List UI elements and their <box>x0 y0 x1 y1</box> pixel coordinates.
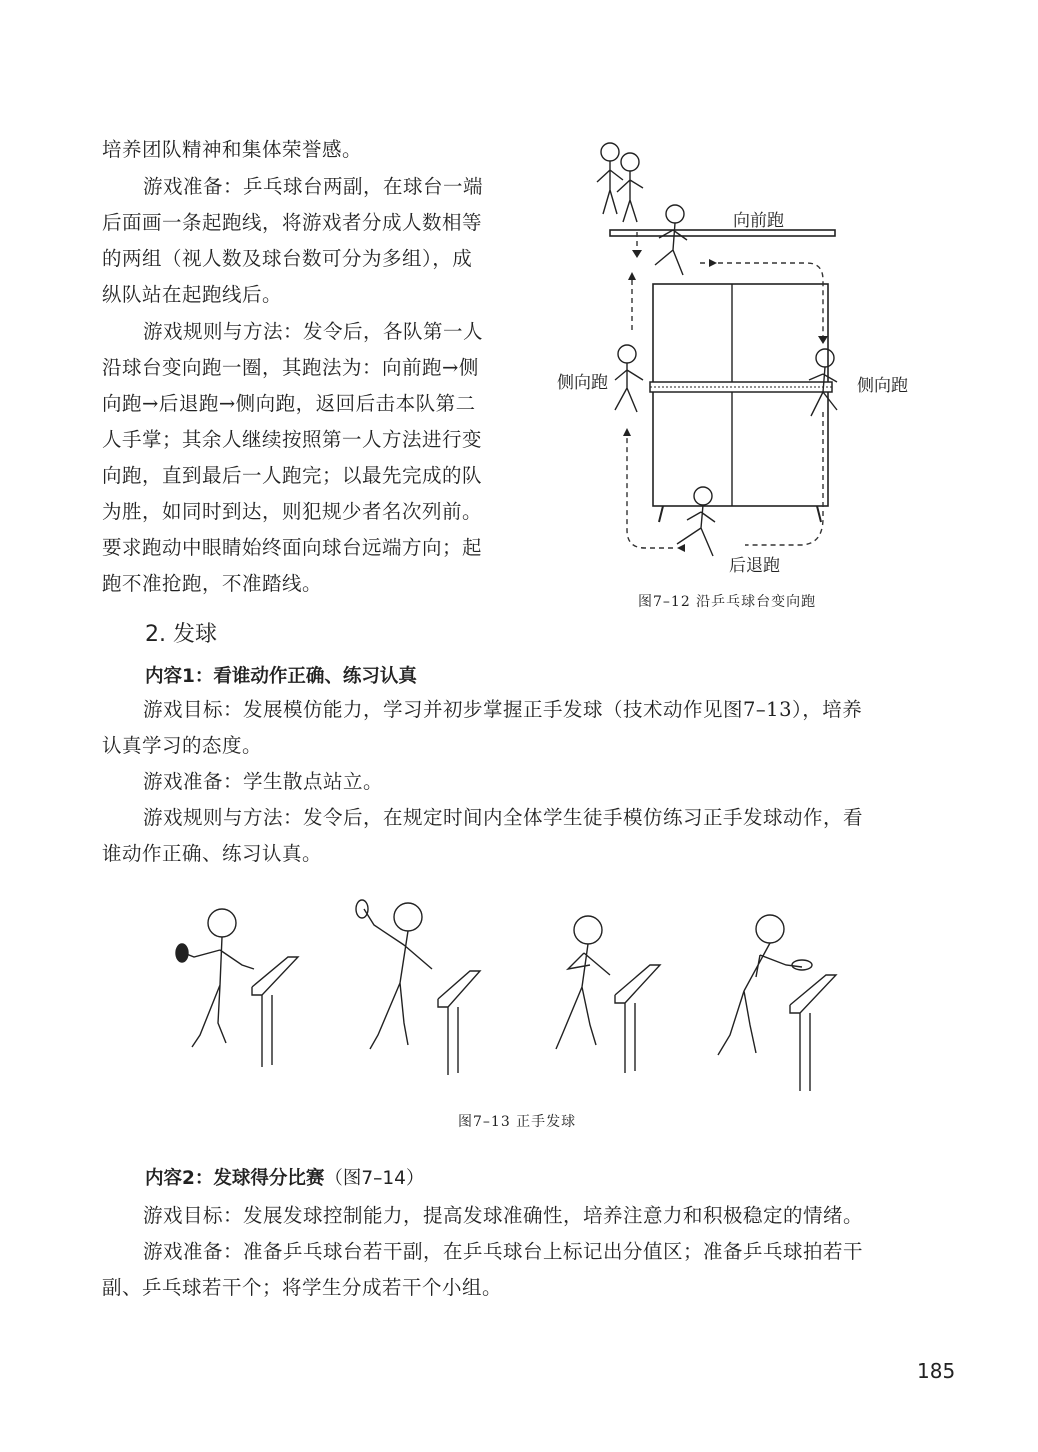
figure-forehand-serve-illustration <box>170 895 870 1095</box>
text-line: 向跑，直到最后一人跑完；以最先完成的队 <box>102 464 483 487</box>
page-number: 185 <box>917 1359 956 1383</box>
label-backward-run: 后退跑 <box>729 556 780 576</box>
text-line: 认真学习的态度。 <box>102 734 263 757</box>
para-game-rules <box>102 314 483 602</box>
text-line: 纵队站在起跑线后。 <box>102 283 283 306</box>
content2-title-figref: （图7–14） <box>324 1168 425 1189</box>
text-line: 游戏目标：发展发球控制能力，提高发球准确性，培养注意力和积极稳定的情绪。 <box>143 1204 864 1227</box>
content2-title-bold: 内容2：发球得分比赛 <box>145 1168 325 1189</box>
para-game-prep <box>102 169 483 313</box>
text-line: 副、乒乓球若干个；将学生分成若干个小组。 <box>102 1276 503 1299</box>
text-line: 的两组（视人数及球台数可分为多组），成 <box>102 247 473 270</box>
content2-title <box>145 1164 424 1190</box>
para-team-spirit <box>102 132 362 168</box>
text-line: 跑不准抢跑，不准踏线。 <box>102 572 323 595</box>
text-line: 游戏规则与方法：发令后，在规定时间内全体学生徒手模仿练习正手发球动作，看 <box>143 806 864 829</box>
text-line: 游戏规则与方法：发令后，各队第一人 <box>143 320 484 343</box>
para-content2-goal <box>143 1198 863 1234</box>
figure-table-run-illustration <box>555 130 925 580</box>
figure-7-13-caption: 图7–13 正手发球 <box>458 1114 577 1130</box>
text-line: 游戏准备：乒乓球台两副，在球台一端 <box>143 175 484 198</box>
label-forward-run: 向前跑 <box>733 211 784 231</box>
text-line: 游戏目标：发展模仿能力，学习并初步掌握正手发球（技术动作见图7–13），培养 <box>143 698 863 721</box>
para-content1-prep <box>143 764 383 800</box>
para-content2-prep <box>102 1234 863 1306</box>
text-line: 谁动作正确、练习认真。 <box>102 842 323 865</box>
text-line: 培养团队精神和集体荣誉感。 <box>102 138 363 161</box>
content1-title: 内容1：看谁动作正确、练习认真 <box>145 666 417 687</box>
text-line: 游戏准备：准备乒乓球台若干副，在乒乓球台上标记出分值区；准备乒乓球拍若干 <box>143 1240 864 1263</box>
para-content1-rules <box>102 800 863 872</box>
section-heading-serve: 2. 发球 <box>145 622 217 647</box>
label-side-run-left: 侧向跑 <box>557 373 608 393</box>
text-line: 为胜，如同时到达，则犯规少者名次列前。 <box>102 500 483 523</box>
text-line: 游戏准备：学生散点站立。 <box>143 770 384 793</box>
text-line: 后面画一条起跑线，将游戏者分成人数相等 <box>102 211 483 234</box>
text-line: 人手掌；其余人继续按照第一人方法进行变 <box>102 428 483 451</box>
para-content1-goal <box>102 692 862 764</box>
text-line: 沿球台变向跑一圈，其跑法为：向前跑→侧 <box>102 356 479 379</box>
label-side-run-right: 侧向跑 <box>857 376 908 396</box>
text-line: 要求跑动中眼睛始终面向球台远端方向；起 <box>102 536 483 559</box>
text-line: 向跑→后退跑→侧向跑，返回后击本队第二 <box>102 392 476 415</box>
figure-7-12-caption: 图7–12 沿乒乓球台变向跑 <box>638 594 817 610</box>
